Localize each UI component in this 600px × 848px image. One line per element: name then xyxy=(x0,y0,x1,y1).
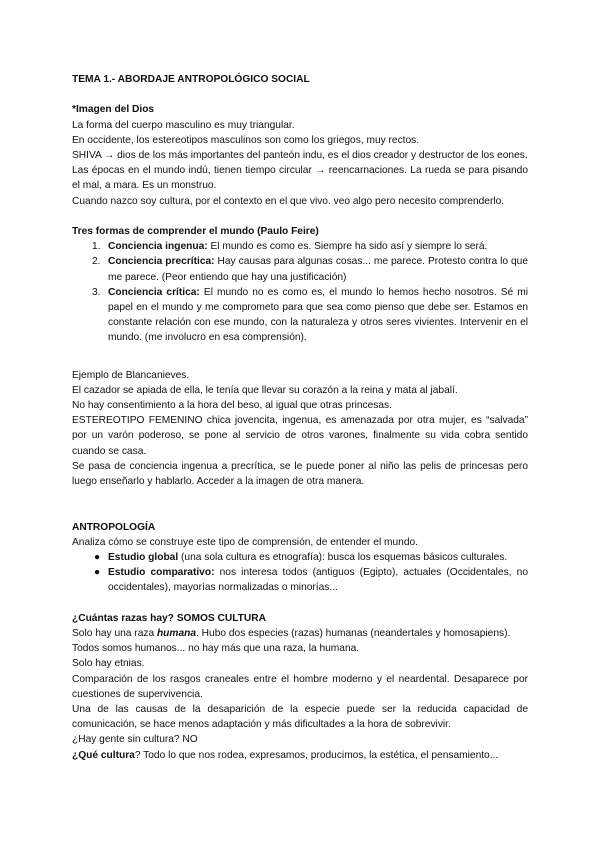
paragraph-line: No hay consentimiento a la hora del beso, al igual que otras princesas. xyxy=(72,400,392,412)
list-item: ● Estudio global (una sola cultura es etnografía): busca los esquemas básicos culturales. xyxy=(72,550,528,565)
section-heading-antropologia: ANTROPOLOGÍA xyxy=(72,521,156,533)
list-item: 2. Conciencia precrítica: Hay causas para algunas cosas... me parece. Protesto contra lo que me parece. (Peor entiendo que hay una justificación) xyxy=(92,256,528,283)
paragraph-line: Comparación de los rasgos craneales entre el hombre moderno y el neardental. Desaparece por cuestiones de supervivencia. xyxy=(72,673,528,700)
section-heading-imagen: *Imagen del Dios xyxy=(72,104,155,116)
paragraph-line: En occidente, los estereotipos masculinos son como los griegos, muy rectos. xyxy=(72,134,420,146)
section-heading-razas: ¿Cuántas razas hay? SOMOS CULTURA xyxy=(72,612,266,624)
paragraph-line: ¿Qué cultura? Todo lo que nos rodea, expresamos, producimos, la estética, el pensamiento... xyxy=(72,749,499,761)
paragraph-line: Solo hay una raza humana. Hubo dos especies (razas) humanas (neandertales y homosapiens). xyxy=(72,628,511,640)
bullet-icon: ● xyxy=(94,567,101,579)
paragraph-line: Analiza cómo se construye este tipo de comprensión, de entender el mundo. xyxy=(72,536,419,548)
paragraph-line: Ejemplo de Blancanieves. xyxy=(72,369,190,381)
bullet-icon: ● xyxy=(94,552,101,564)
paragraph-line: ¿Hay gente sin cultura? NO xyxy=(72,734,198,746)
numbered-list xyxy=(72,239,528,345)
paragraph-line: Cuando nazco soy cultura, por el contexto en el que vivo. veo algo pero necesito comprenderlo. xyxy=(72,195,505,207)
bullet-list xyxy=(72,550,528,596)
paragraph-line: Una de las causas de la desaparición de la especie puede ser la reducida capacidad de comunicación, se hace menos adaptación y más dificultades a la hora de sobrevivir. xyxy=(72,704,528,731)
list-item: 3. Conciencia crítica: El mundo no es como es, el mundo lo hemos hecho nosotros. Sé mi papel en el mundo y me comprometo para que sea como pienso que debe ser. Estamos en constante relación con ese mundo, con la naturaleza y otros seres vivientes. Intervenir en el mundo. (me involucro en esa comprensión). xyxy=(92,286,528,344)
paragraph-line: ESTEREOTIPO FEMENINO chica jovencita, ingenua, es amenazada por otra mujer, es “salvada” por un varón poderoso, se pone al servicio de otros varones, finalmente su vida cobra sentido cuando se casa. xyxy=(72,415,528,457)
paragraph-line: Se pasa de conciencia ingenua a precrítica, se le puede poner al niño las pelis de princesas pero luego enseñarlo y hablarlo. Acceder a la imagen de otra manera. xyxy=(72,460,528,488)
paragraph-line: SHIVA → dios de los más importantes del panteón indu, es el dios creador y destructor de los eones. xyxy=(72,150,528,161)
paragraph-line: El cazador se apiada de ella, le tenía que llevar su corazón a la reina y mata al jabalí. xyxy=(72,384,458,396)
paragraph-line: Solo hay etnias. xyxy=(72,658,145,670)
section-heading-formas: Tres formas de comprender el mundo (Paulo Feire) xyxy=(72,226,319,237)
document-page xyxy=(72,72,528,763)
paragraph-line: La forma del cuerpo masculino es muy triangular. xyxy=(72,119,295,131)
paragraph-line: Las épocas en el mundo indú, tienen tiempo circular → reencarnaciones. La rueda se para pisando el mal, a mara. Es un monstruo. xyxy=(72,165,528,192)
list-item: ● Estudio comparativo: nos interesa todos (antiguos (Egipto), actuales (Occidentales, no occidentales), mayorías normalizadas o minorías... xyxy=(94,567,528,594)
paragraph-line: Todos somos humanos... no hay más que una raza, la humana. xyxy=(72,643,360,655)
document-title: TEMA 1.- ABORDAJE ANTROPOLÓGICO SOCIAL xyxy=(72,74,310,85)
list-item: 1. Conciencia ingenua: El mundo es como es. Siempre ha sido así y siempre lo será. xyxy=(92,241,488,253)
